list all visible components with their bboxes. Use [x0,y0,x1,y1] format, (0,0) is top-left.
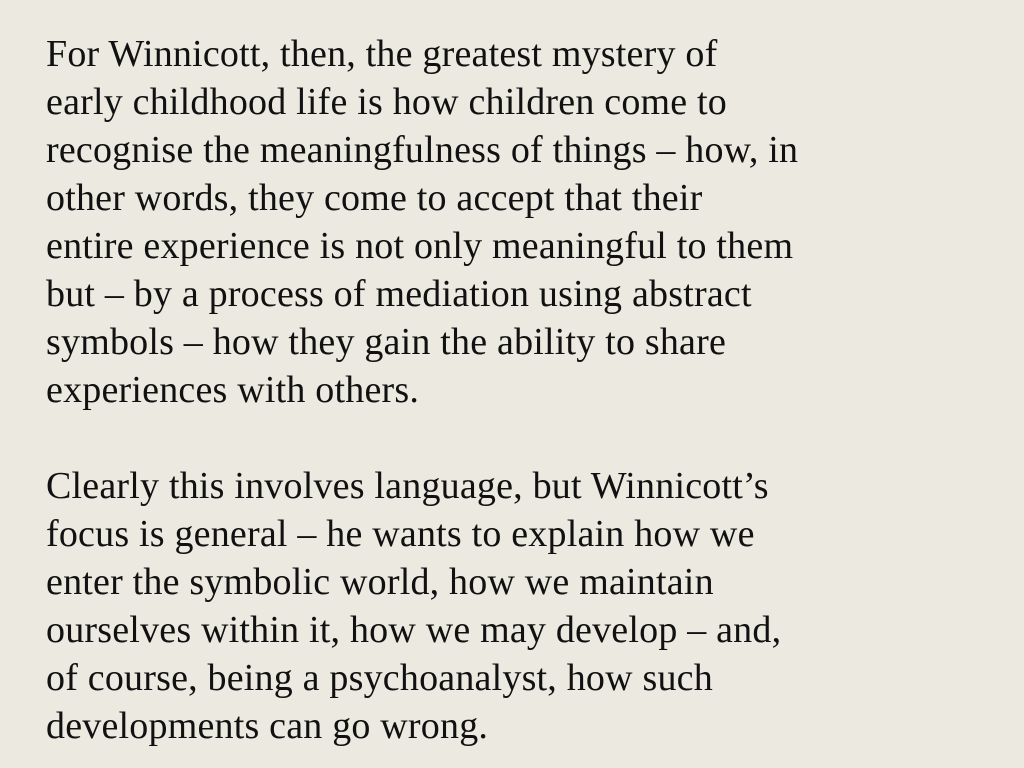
paragraph-1 [46,30,1006,414]
paragraph-1-line-6: but – by a process of mediation using abstract [46,273,752,315]
paragraph-2-line-2: focus is general – he wants to explain how we [46,513,755,555]
slide-body [46,30,1006,750]
paragraph-2-line-5: of course, being a psychoanalyst, how such [46,657,713,699]
paragraph-1-line-8: experiences with others. [46,369,420,411]
paragraph-1-line-2: early childhood life is how children come to [46,81,727,123]
paragraph-2-line-3: enter the symbolic world, how we maintain [46,561,714,603]
paragraph-1-line-5: entire experience is not only meaningful to them [46,225,794,267]
paragraph-2-line-1: Clearly this involves language, but Winnicott’s [46,465,769,507]
paragraph-2-line-4: ourselves within it, how we may develop – and, [46,609,782,651]
paragraph-2 [46,462,1006,750]
paragraph-1-line-1: For Winnicott, then, the greatest mystery of [46,33,718,75]
paragraph-1-line-3: recognise the meaningfulness of things – how, in [46,129,799,171]
paragraph-2-line-6: developments can go wrong. [46,705,489,747]
paragraph-1-line-4: other words, they come to accept that their [46,177,703,219]
paragraph-spacer [46,414,1006,462]
paragraph-1-line-7: symbols – how they gain the ability to share [46,321,727,363]
